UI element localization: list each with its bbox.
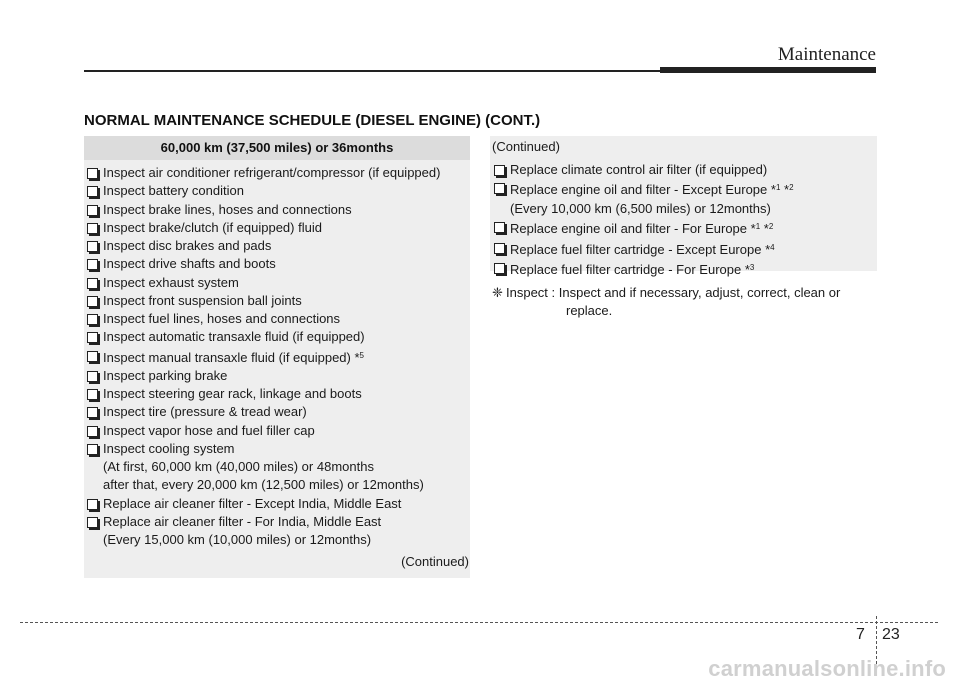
- checklist-item: Inspect vapor hose and fuel filler cap: [85, 422, 469, 440]
- checklist-item: Replace engine oil and filter - Except Europe *$^1$ *$^2$: [492, 179, 876, 200]
- checklist-item: Inspect manual transaxle fluid (if equipped) *$^5$: [85, 347, 469, 367]
- checklist-item: Inspect cooling system: [85, 440, 469, 458]
- checklist-item: Inspect brake lines, hoses and connections: [85, 201, 469, 219]
- checklist-item: Inspect disc brakes and pads: [85, 237, 469, 255]
- checklist-subline: (Every 10,000 km (6,500 miles) or 12months): [510, 200, 771, 216]
- checklist-item: Replace air cleaner filter - Except India, Middle East: [85, 495, 469, 513]
- checklist-item: Replace fuel filter cartridge - For Europe *$^3$: [492, 259, 876, 280]
- footer-dashed-rule: [20, 622, 938, 623]
- left-checklist: [85, 164, 469, 572]
- right-panel-lead: (Continued): [492, 139, 560, 154]
- checklist-item: Inspect brake/clutch (if equipped) fluid: [85, 219, 469, 237]
- checklist-subline: after that, every 20,000 km (12,500 miles) or 12months): [103, 477, 424, 493]
- checklist-item: Inspect steering gear rack, linkage and boots: [85, 385, 469, 403]
- checklist-item: Inspect front suspension ball joints: [85, 292, 469, 310]
- right-checklist: [492, 138, 876, 280]
- chapter-number: 7: [856, 626, 865, 643]
- note-line-2: replace.: [566, 303, 613, 318]
- checklist-subline: (At first, 60,000 km (40,000 miles) or 48months: [103, 459, 374, 474]
- watermark: carmanualsonline.info: [708, 656, 946, 681]
- checklist-subline: (Every 15,000 km (10,000 miles) or 12months): [103, 532, 372, 547]
- continued-label: (Continued): [401, 554, 469, 570]
- checklist-item: Inspect exhaust system: [85, 274, 469, 292]
- header-rule-thin: [84, 70, 662, 72]
- page-number: 23: [882, 626, 900, 643]
- section-label: Maintenance: [777, 44, 876, 65]
- checklist-item: Replace climate control air filter (if equipped): [492, 161, 876, 180]
- checklist-item: Inspect fuel lines, hoses and connections: [85, 310, 469, 328]
- note-symbol-icon: ❈: [492, 285, 503, 300]
- left-panel-title: 60,000 km (37,500 miles) or 36months: [84, 136, 470, 160]
- header-rule-thick: [660, 67, 876, 73]
- checklist-item: Inspect tire (pressure & tread wear): [85, 403, 469, 421]
- note-line-1: Inspect : Inspect and if necessary, adjust, correct, clean or: [506, 285, 841, 300]
- checklist-item: Inspect air conditioner refrigerant/compressor (if equipped): [85, 164, 469, 182]
- checklist-item: Inspect drive shafts and boots: [85, 255, 469, 273]
- checklist-item: Replace engine oil and filter - For Europe *$^1$ *$^2$: [492, 218, 876, 239]
- checklist-item: Inspect automatic transaxle fluid (if equipped): [85, 328, 469, 346]
- checklist-item: Inspect battery condition: [85, 182, 469, 200]
- checklist-item: Inspect parking brake: [85, 367, 469, 385]
- checklist-item: Replace fuel filter cartridge - Except Europe *$^4$: [492, 239, 876, 260]
- checklist-item: Replace air cleaner filter - For India, Middle East: [85, 513, 469, 531]
- page-heading: NORMAL MAINTENANCE SCHEDULE (DIESEL ENGINE) (CONT.): [84, 112, 541, 129]
- inspect-note: [492, 284, 876, 320]
